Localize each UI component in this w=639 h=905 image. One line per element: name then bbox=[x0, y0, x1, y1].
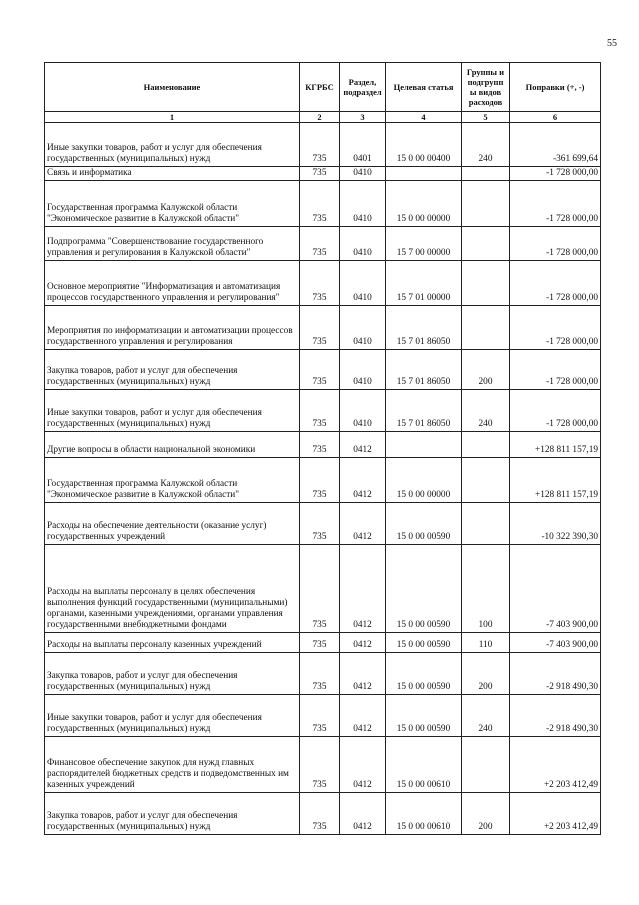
row-kgrbs: 735 bbox=[300, 350, 340, 390]
header-celevaya: Целевая статья bbox=[386, 63, 462, 112]
column-number: 1 bbox=[45, 112, 300, 123]
row-gruppa: 240 bbox=[462, 695, 510, 737]
row-razdel: 0410 bbox=[340, 181, 386, 227]
row-amount: -2 918 490,30 bbox=[510, 653, 601, 695]
row-razdel: 0401 bbox=[340, 123, 386, 167]
row-razdel: 0412 bbox=[340, 545, 386, 633]
row-name: Иные закупки товаров, работ и услуг для обеспечения государственных (муниципальных) нужд bbox=[45, 695, 300, 737]
row-kgrbs: 735 bbox=[300, 737, 340, 793]
row-kgrbs: 735 bbox=[300, 503, 340, 545]
row-amount: -1 728 000,00 bbox=[510, 167, 601, 181]
column-number-row bbox=[45, 112, 601, 123]
row-celevaya: 15 0 00 00590 bbox=[386, 545, 462, 633]
row-razdel: 0412 bbox=[340, 633, 386, 653]
row-celevaya: 15 7 01 00000 bbox=[386, 261, 462, 306]
row-celevaya: 15 0 00 00590 bbox=[386, 695, 462, 737]
row-celevaya: 15 0 00 00590 bbox=[386, 633, 462, 653]
table-row bbox=[45, 167, 601, 181]
row-kgrbs: 735 bbox=[300, 633, 340, 653]
row-gruppa bbox=[462, 737, 510, 793]
table-row bbox=[45, 181, 601, 227]
row-amount: -361 699,64 bbox=[510, 123, 601, 167]
table-row bbox=[45, 350, 601, 390]
row-name: Иные закупки товаров, работ и услуг для обеспечения государственных (муниципальных) нужд bbox=[45, 390, 300, 432]
row-name: Подпрограмма "Совершенствование государственного управления и регулирования в Калужской области" bbox=[45, 227, 300, 261]
row-kgrbs: 735 bbox=[300, 390, 340, 432]
row-amount: -7 403 900,00 bbox=[510, 545, 601, 633]
header-gruppy: Группы и подгрупп ы видов расходов bbox=[462, 63, 510, 112]
header-popravki: Поправки (+, -) bbox=[510, 63, 601, 112]
table-row bbox=[45, 261, 601, 306]
column-number: 5 bbox=[462, 112, 510, 123]
row-kgrbs: 735 bbox=[300, 123, 340, 167]
row-celevaya: 15 7 00 00000 bbox=[386, 227, 462, 261]
row-name: Другие вопросы в области национальной экономики bbox=[45, 432, 300, 458]
row-razdel: 0410 bbox=[340, 390, 386, 432]
row-kgrbs: 735 bbox=[300, 306, 340, 350]
row-name: Закупка товаров, работ и услуг для обеспечения государственных (муниципальных) нужд bbox=[45, 793, 300, 835]
row-celevaya: 15 0 00 00590 bbox=[386, 653, 462, 695]
row-name: Государственная программа Калужской области "Экономическое развитие в Калужской области" bbox=[45, 181, 300, 227]
table-body bbox=[45, 123, 601, 835]
row-gruppa bbox=[462, 261, 510, 306]
row-razdel: 0412 bbox=[340, 432, 386, 458]
row-gruppa: 200 bbox=[462, 653, 510, 695]
page-number: 55 bbox=[607, 38, 617, 49]
row-gruppa bbox=[462, 458, 510, 503]
row-razdel: 0412 bbox=[340, 653, 386, 695]
row-gruppa bbox=[462, 167, 510, 181]
row-celevaya: 15 0 00 00610 bbox=[386, 793, 462, 835]
table-row bbox=[45, 432, 601, 458]
column-number: 3 bbox=[340, 112, 386, 123]
table-row bbox=[45, 227, 601, 261]
row-razdel: 0412 bbox=[340, 695, 386, 737]
column-number: 4 bbox=[386, 112, 462, 123]
row-razdel: 0412 bbox=[340, 737, 386, 793]
table-row bbox=[45, 123, 601, 167]
row-name: Расходы на обеспечение деятельности (оказание услуг) государственных учреждений bbox=[45, 503, 300, 545]
row-amount: -1 728 000,00 bbox=[510, 390, 601, 432]
row-gruppa bbox=[462, 432, 510, 458]
row-kgrbs: 735 bbox=[300, 793, 340, 835]
row-name: Расходы на выплаты персоналу казенных учреждений bbox=[45, 633, 300, 653]
table-row bbox=[45, 633, 601, 653]
column-number: 2 bbox=[300, 112, 340, 123]
row-gruppa: 200 bbox=[462, 793, 510, 835]
row-celevaya: 15 0 00 00400 bbox=[386, 123, 462, 167]
row-gruppa: 240 bbox=[462, 390, 510, 432]
table-row bbox=[45, 737, 601, 793]
row-name: Основное мероприятие "Информатизация и автоматизация процессов государственного управления и регулирования" bbox=[45, 261, 300, 306]
table-row bbox=[45, 653, 601, 695]
row-kgrbs: 735 bbox=[300, 261, 340, 306]
row-kgrbs: 735 bbox=[300, 545, 340, 633]
row-kgrbs: 735 bbox=[300, 432, 340, 458]
row-razdel: 0410 bbox=[340, 261, 386, 306]
table-row bbox=[45, 503, 601, 545]
row-amount: -1 728 000,00 bbox=[510, 261, 601, 306]
row-amount: -10 322 390,30 bbox=[510, 503, 601, 545]
row-razdel: 0410 bbox=[340, 167, 386, 181]
table-row bbox=[45, 306, 601, 350]
row-gruppa: 240 bbox=[462, 123, 510, 167]
row-name: Связь и информатика bbox=[45, 167, 300, 181]
row-kgrbs: 735 bbox=[300, 167, 340, 181]
row-name: Расходы на выплаты персоналу в целях обеспечения выполнения функций государственными (муниципальными) органами, казенными учреждениями, органами управления государственными внебюджетными фондами bbox=[45, 545, 300, 633]
row-amount: +2 203 412,49 bbox=[510, 737, 601, 793]
row-amount: -1 728 000,00 bbox=[510, 181, 601, 227]
budget-amendments-table bbox=[44, 62, 601, 835]
row-amount: -1 728 000,00 bbox=[510, 227, 601, 261]
row-celevaya: 15 0 00 00000 bbox=[386, 458, 462, 503]
row-amount: +128 811 157,19 bbox=[510, 432, 601, 458]
table-row bbox=[45, 793, 601, 835]
header-kgrbs: КГРБС bbox=[300, 63, 340, 112]
row-kgrbs: 735 bbox=[300, 458, 340, 503]
row-razdel: 0412 bbox=[340, 458, 386, 503]
row-name: Мероприятия по информатизации и автоматизации процессов государственного управления и регулирования bbox=[45, 306, 300, 350]
row-amount: +128 811 157,19 bbox=[510, 458, 601, 503]
row-name: Закупка товаров, работ и услуг для обеспечения государственных (муниципальных) нужд bbox=[45, 350, 300, 390]
row-razdel: 0410 bbox=[340, 350, 386, 390]
row-celevaya bbox=[386, 167, 462, 181]
row-gruppa bbox=[462, 227, 510, 261]
row-name: Иные закупки товаров, работ и услуг для обеспечения государственных (муниципальных) нужд bbox=[45, 123, 300, 167]
row-gruppa: 200 bbox=[462, 350, 510, 390]
table-row bbox=[45, 545, 601, 633]
row-gruppa: 110 bbox=[462, 633, 510, 653]
header-name: Наименование bbox=[45, 63, 300, 112]
row-celevaya: 15 7 01 86050 bbox=[386, 390, 462, 432]
row-name: Финансовое обеспечение закупок для нужд главных распорядителей бюджетных средств и подведомственных им казенных учреждений bbox=[45, 737, 300, 793]
row-name: Закупка товаров, работ и услуг для обеспечения государственных (муниципальных) нужд bbox=[45, 653, 300, 695]
row-celevaya: 15 7 01 86050 bbox=[386, 350, 462, 390]
table-row bbox=[45, 390, 601, 432]
row-kgrbs: 735 bbox=[300, 695, 340, 737]
row-gruppa bbox=[462, 181, 510, 227]
row-razdel: 0410 bbox=[340, 227, 386, 261]
row-celevaya: 15 7 01 86050 bbox=[386, 306, 462, 350]
header-razdel: Раздел, подраздел bbox=[340, 63, 386, 112]
column-number: 6 bbox=[510, 112, 601, 123]
row-amount: -2 918 490,30 bbox=[510, 695, 601, 737]
header-row bbox=[45, 63, 601, 112]
row-celevaya: 15 0 00 00590 bbox=[386, 503, 462, 545]
row-gruppa bbox=[462, 306, 510, 350]
row-kgrbs: 735 bbox=[300, 181, 340, 227]
row-amount: -1 728 000,00 bbox=[510, 350, 601, 390]
row-kgrbs: 735 bbox=[300, 227, 340, 261]
row-kgrbs: 735 bbox=[300, 653, 340, 695]
row-celevaya: 15 0 00 00000 bbox=[386, 181, 462, 227]
table-row bbox=[45, 695, 601, 737]
row-gruppa: 100 bbox=[462, 545, 510, 633]
row-celevaya bbox=[386, 432, 462, 458]
row-name: Государственная программа Калужской области "Экономическое развитие в Калужской области" bbox=[45, 458, 300, 503]
row-amount: -7 403 900,00 bbox=[510, 633, 601, 653]
row-razdel: 0410 bbox=[340, 306, 386, 350]
row-amount: +2 203 412,49 bbox=[510, 793, 601, 835]
row-gruppa bbox=[462, 503, 510, 545]
table-row bbox=[45, 458, 601, 503]
row-razdel: 0412 bbox=[340, 503, 386, 545]
row-amount: -1 728 000,00 bbox=[510, 306, 601, 350]
row-razdel: 0412 bbox=[340, 793, 386, 835]
row-celevaya: 15 0 00 00610 bbox=[386, 737, 462, 793]
